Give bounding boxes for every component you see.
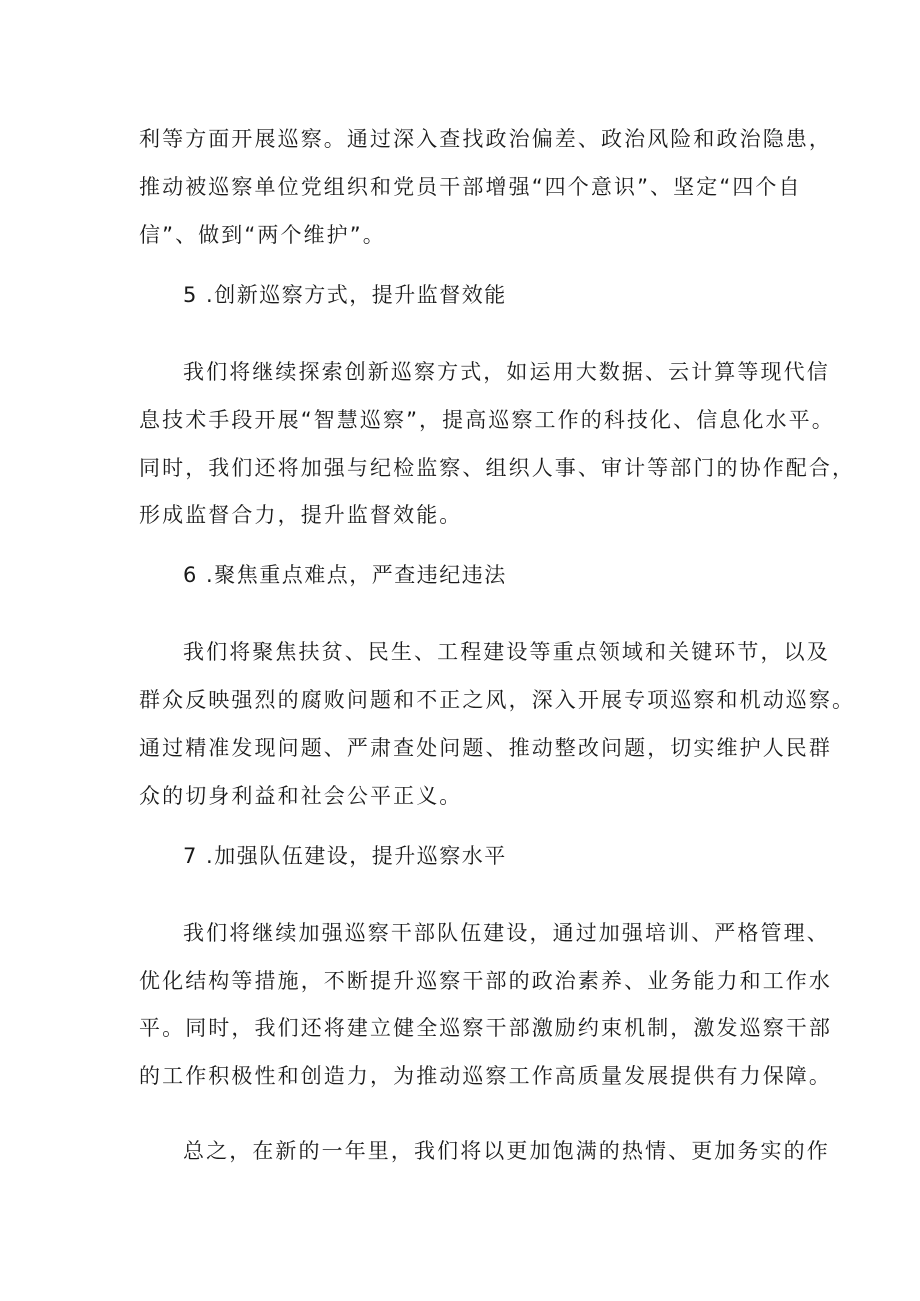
text-line: 利等方面开展巡察。通过深入查找政治偏差、政治风险和政治隐患， bbox=[139, 127, 832, 151]
text-line: 众的切身利益和社会公平正义。 bbox=[139, 784, 463, 808]
section-5-heading: 5 .创新巡察方式，提升监督效能 bbox=[183, 283, 507, 307]
text-line: 同时，我们还将加强与纪检监察、组织人事、审计等部门的协作配合， bbox=[139, 456, 856, 480]
text-line: 总之，在新的一年里，我们将以更加饱满的热情、更加务实的作 bbox=[183, 1139, 830, 1163]
text-line: 信”、做到“两个维护”。 bbox=[139, 223, 386, 247]
text-line: 息技术手段开展“智慧巡察”，提高巡察工作的科技化、信息化水平。 bbox=[139, 408, 835, 432]
text-line: 我们将继续探索创新巡察方式，如运用大数据、云计算等现代信 bbox=[183, 360, 830, 384]
text-line: 平。同时，我们还将建立健全巡察干部激励约束机制，激发巡察干部 bbox=[139, 1016, 832, 1040]
text-line: 我们将聚焦扶贫、民生、工程建设等重点领域和关键环节，以及 bbox=[183, 640, 830, 664]
text-line: 的工作积极性和创造力，为推动巡察工作高质量发展提供有力保障。 bbox=[139, 1064, 832, 1088]
text-line: 我们将继续加强巡察干部队伍建设，通过加强培训、严格管理、 bbox=[183, 921, 830, 945]
text-line: 推动被巡察单位党组织和党员干部增强“四个意识”、坚定“四个自 bbox=[139, 175, 802, 199]
text-line: 群众反映强烈的腐败问题和不正之风，深入开展专项巡察和机动巡察。 bbox=[139, 688, 856, 712]
text-line: 优化结构等措施，不断提升巡察干部的政治素养、业务能力和工作水 bbox=[139, 969, 832, 993]
section-6-heading: 6 .聚焦重点难点，严查违纪违法 bbox=[183, 563, 507, 587]
section-7-heading: 7 .加强队伍建设，提升巡察水平 bbox=[183, 844, 507, 868]
text-line: 通过精准发现问题、严肃查处问题、推动整改问题，切实维护人民群 bbox=[139, 736, 832, 760]
text-line: 形成监督合力，提升监督效能。 bbox=[139, 503, 463, 527]
